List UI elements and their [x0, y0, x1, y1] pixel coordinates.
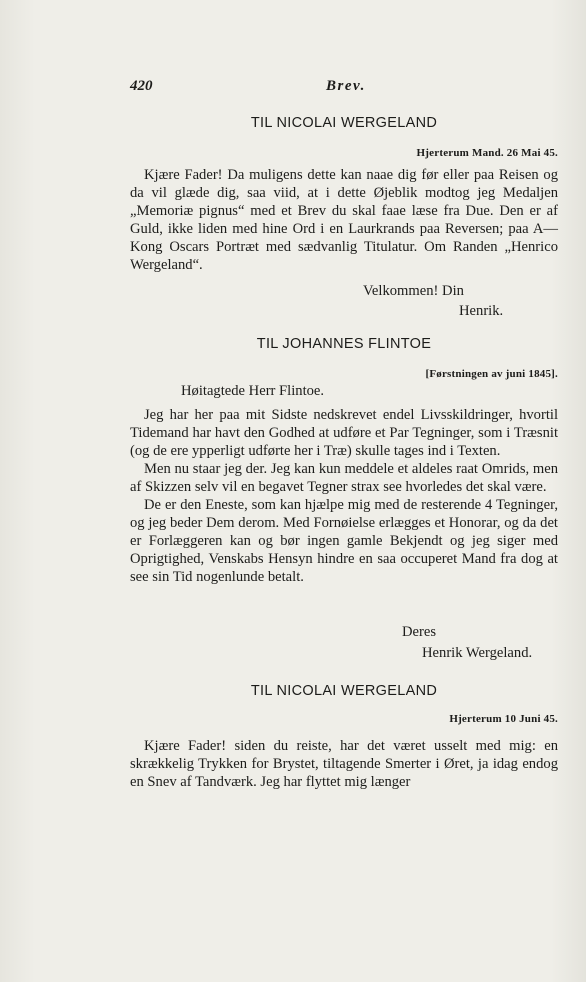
paragraph: Men nu staar jeg der. Jeg kan kun meddele et aldeles raat Omrids, men af Skizzen selv vil en begavet Tegner strax see hvorledes det skal være. [130, 461, 558, 495]
paragraph: Kjære Fader! siden du reiste, har det været usselt med mig: en skrækkelig Trykken for Brystet, tiltagende Smerter i Øret, ja idag endog en Snev af Tandværk. Jeg har flyttet mig længer [130, 738, 558, 790]
letter-body [130, 406, 558, 586]
page-number: 420 [130, 78, 153, 94]
letter-heading: TIL NICOLAI WERGELAND [250, 683, 438, 699]
letter-body [130, 166, 558, 274]
letter-signature: Henrik Wergeland. [422, 645, 533, 661]
letter-body [130, 737, 558, 791]
letter-heading: TIL NICOLAI WERGELAND [250, 115, 438, 131]
letter-dateline: [Førstningen av juni 1845]. [425, 368, 558, 380]
letter-salutation: Høitagtede Herr Flintoe. [181, 383, 325, 399]
running-title: Brev. [326, 78, 366, 94]
letter-dateline: Hjerterum 10 Juni 45. [449, 713, 558, 725]
letter-signature: Henrik. [459, 303, 504, 319]
page-header [130, 78, 560, 100]
paragraph: De er den Eneste, som kan hjælpe mig med de resterende 4 Tegninger, og jeg beder Dem derom. Med Fornøielse erlægges et Honorar, og da det er Forlæggeren kan og bør ingen gamle Bekjendt og jeg siger med Oprigtighed, Venskabs Hensyn hindre en saa occuperet Mand fra dog at see sin Tid nogenlunde betalt. [130, 497, 558, 585]
letter-heading: TIL JOHANNES FLINTOE [256, 336, 432, 352]
letter-closing: Deres [402, 624, 437, 640]
paragraph: Kjære Fader! Da muligens dette kan naae dig før eller paa Reisen og da vil glæde dig, saa viid, at i dette Øjeblik modtog jeg Medaljen „Memoriæ pignus“ med et Brev du skal faae læse fra Due. Den er af Guld, ikke liden med hine Ord i en Laurkrands paa Reversen; paa A— Kong Oscars Portræt med sædvanlig Titulatur. Om Randen „Henrico Wergeland“. [130, 167, 558, 273]
paragraph: Jeg har her paa mit Sidste nedskrevet endel Livsskildringer, hvortil Tidemand har havt den Godhed at udføre et Par Tegninger, som i Træsnit (og de ere ypperligt udførte her i Træ) skulle tages ind i Texten. [130, 407, 558, 459]
letter-dateline: Hjerterum Mand. 26 Mai 45. [416, 147, 558, 159]
letter-closing: Velkommen! Din [363, 283, 464, 299]
